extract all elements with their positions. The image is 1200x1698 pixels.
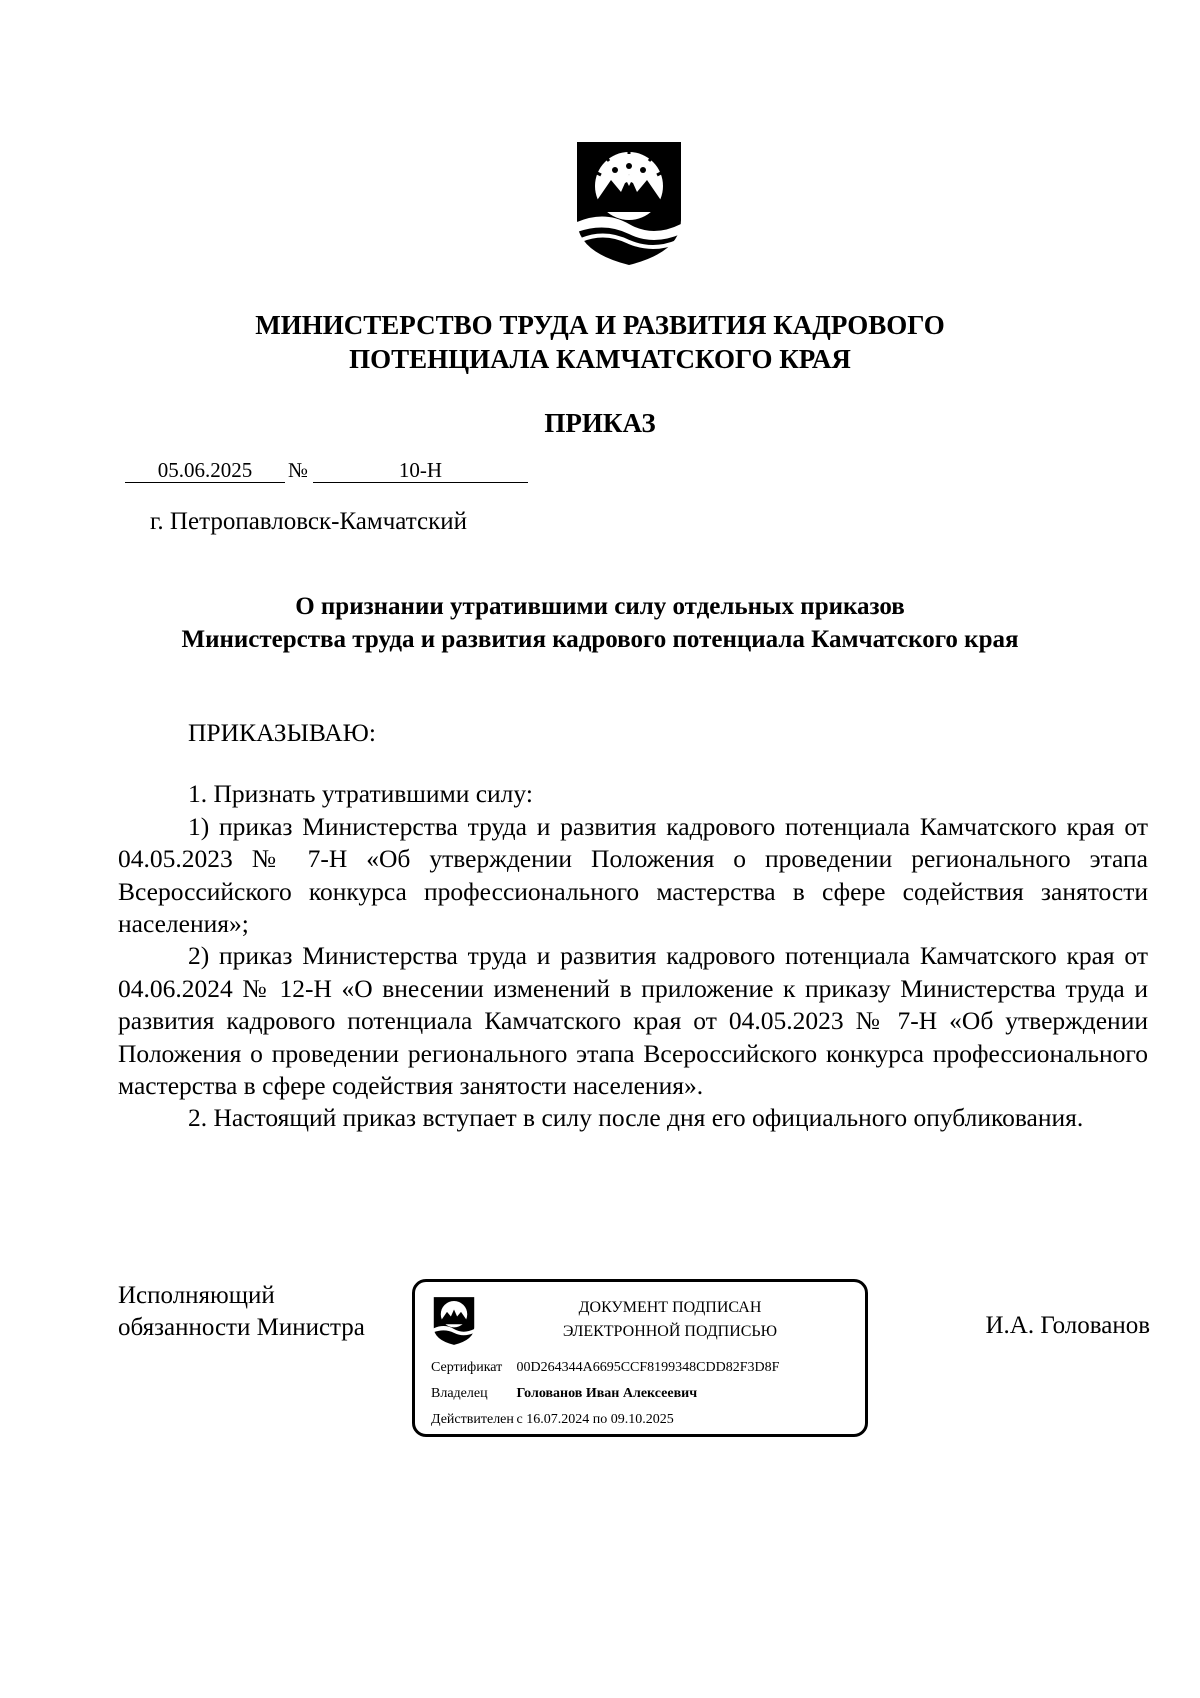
signatory-name: И.А. Голованов — [985, 1312, 1150, 1339]
stamp-title — [485, 1296, 855, 1344]
subject-line-2: Министерства труда и развития кадрового потенциала Камчатского края — [181, 626, 1019, 653]
position-line-2: обязанности Министра — [118, 1314, 365, 1341]
position-line-1: Исполняющий — [118, 1282, 275, 1309]
valid-from: 16.07.2024 — [526, 1412, 590, 1427]
cert-label: Сертификат — [431, 1360, 503, 1375]
owner-label: Владелец — [431, 1386, 488, 1401]
ministry-line-1: МИНИСТЕРСТВО ТРУДА И РАЗВИТИЯ КАДРОВОГО — [255, 310, 945, 340]
order-subject — [0, 590, 1200, 656]
order-body — [118, 717, 1148, 1135]
paragraph-1: 1. Признать утратившими силу: — [188, 779, 533, 809]
decree-word: ПРИКАЗЫВАЮ: — [188, 718, 376, 747]
subject-line-1: О признании утратившими силу отдельных приказов — [295, 593, 905, 620]
signatory-position — [118, 1280, 365, 1344]
paragraph-1-item-2: 2) приказ Министерства труда и развития кадрового потенциала Камчатского края от 04.06.2024 № 12-Н «О внесении изменений в приложение к приказу Министерства труда и развития кадрового потенциала Камчатского края от 04.05.2023 № 7-Н «Об утверждении Положения о проведении регионального этапа Всероссийского конкурса профессионального мастерства в сфере содействия занятости населения». — [118, 941, 1148, 1101]
paragraph-2: 2. Настоящий приказ вступает в силу после дня его официального опубликования. — [188, 1103, 1084, 1133]
electronic-signature-stamp — [412, 1279, 868, 1437]
number-sign: № — [288, 458, 309, 482]
stamp-validity-row — [431, 1412, 674, 1428]
city: г. Петропавловск-Камчатский — [150, 508, 467, 535]
stamp-title-line-2: ЭЛЕКТРОННОЙ ПОДПИСЬЮ — [562, 1323, 778, 1340]
owner-value: Голованов Иван Алексеевич — [516, 1386, 698, 1401]
valid-from-label: с — [516, 1412, 523, 1427]
valid-to-label: по — [592, 1412, 608, 1427]
ministry-line-2: ПОТЕНЦИАЛА КАМЧАТСКОГО КРАЯ — [349, 344, 851, 374]
stamp-emblem-icon — [433, 1296, 475, 1346]
coat-of-arms-emblem — [575, 140, 683, 267]
order-number: 10-Н — [313, 458, 528, 483]
valid-label: Действителен — [431, 1412, 514, 1427]
stamp-cert-row — [431, 1360, 779, 1376]
document-type: ПРИКАЗ — [544, 408, 656, 438]
ministry-name — [0, 308, 1200, 376]
cert-value: 00D264344A6695CCF8199348CDD82F3D8F — [516, 1360, 780, 1375]
paragraph-1-item-1: 1) приказ Министерства труда и развития кадрового потенциала Камчатского края от 04.05.2023 № 7-Н «Об утверждении Положения о проведении регионального этапа Всероссийского конкурса профессионального мастерства в сфере содействия занятости населения»; — [118, 811, 1148, 939]
valid-to: 09.10.2025 — [610, 1412, 674, 1427]
order-date: 05.06.2025 — [125, 458, 285, 483]
stamp-owner-row — [431, 1386, 697, 1402]
stamp-title-line-1: ДОКУМЕНТ ПОДПИСАН — [578, 1299, 762, 1316]
